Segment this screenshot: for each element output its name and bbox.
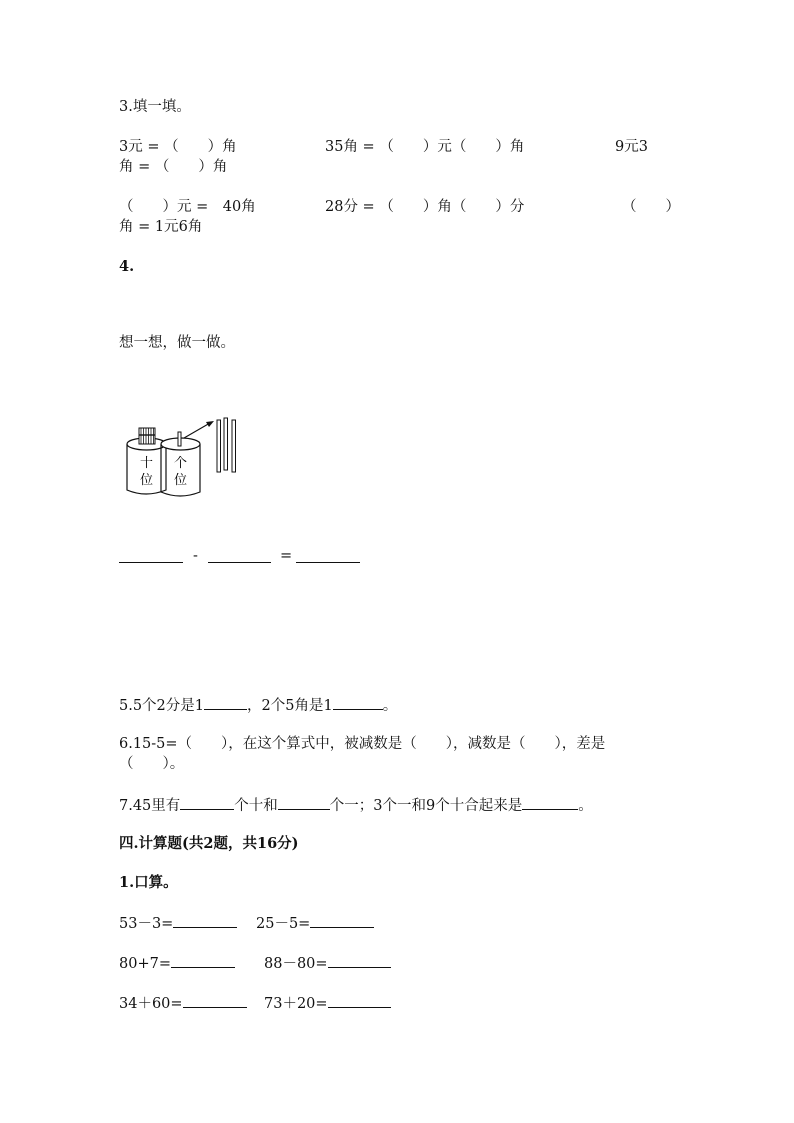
- q3-r1-c: 9元3: [615, 139, 648, 155]
- equation-blank-2[interactable]: [208, 549, 271, 563]
- q3-r2-c: （ ）: [622, 199, 680, 215]
- q7-mid1: 个十和: [234, 798, 278, 814]
- q7-blank-1[interactable]: [180, 795, 234, 810]
- ones-cup-icon: [161, 432, 200, 496]
- q3-r2-cont: 角 = 1元6角: [119, 219, 203, 235]
- q7-mid2: 个一；3个一和9个十合起来是: [329, 798, 523, 814]
- calc-1b: 25－5=: [256, 916, 311, 932]
- q5-pre: 5.5个2分是1: [119, 698, 205, 714]
- calc-3a: 34＋60=: [119, 996, 183, 1012]
- calc-blank[interactable]: [173, 913, 237, 928]
- q5-blank-1[interactable]: [204, 695, 247, 710]
- calc-item: [119, 913, 237, 934]
- q3-r1-cont: 角 = （ ）角: [119, 159, 228, 175]
- calc-item: [256, 913, 374, 934]
- q3-title: 3.填一填。: [119, 99, 191, 115]
- q7-blank-2[interactable]: [278, 795, 330, 810]
- q7-pre: 7.45里有: [119, 798, 181, 814]
- tens-label-2: 位: [139, 473, 154, 488]
- q5-post: 。: [382, 698, 398, 714]
- calc-title: 1.口算。: [119, 874, 178, 891]
- q3-r1-a: 3元 = （ ）角: [119, 139, 237, 155]
- q6-line-2: （ ）。: [119, 756, 185, 772]
- ones-label-1: 个: [173, 456, 188, 471]
- equation-equals: =: [280, 548, 293, 564]
- q7-line: [119, 795, 593, 816]
- q3-r2-b: 28分 = （ ）角（ ）分: [325, 199, 525, 215]
- calc-1a: 53－3=: [119, 916, 174, 932]
- equation-minus: -: [193, 548, 198, 564]
- section4-title: 四.计算题(共2题，共16分): [119, 835, 299, 852]
- q6-line-1: 6.15-5=（ ），在这个算式中，被减数是（ ），减数是（ ），差是: [119, 736, 606, 752]
- calc-item: [119, 993, 247, 1014]
- calc-blank[interactable]: [183, 993, 247, 1008]
- sticks-icon: [217, 418, 236, 472]
- q7-post: 。: [578, 798, 593, 814]
- calc-item: [264, 993, 391, 1014]
- calc-blank[interactable]: [310, 913, 374, 928]
- q5-mid: ，2个5角是1: [247, 698, 333, 714]
- q3-r2-a: （ ）元 = 40角: [119, 199, 256, 215]
- calc-blank[interactable]: [328, 953, 391, 968]
- q4-number: 4.: [119, 258, 135, 275]
- calc-3b: 73＋20=: [264, 996, 328, 1012]
- tens-cup-icon: [127, 428, 166, 494]
- abacus-figure: [124, 410, 254, 500]
- q5-blank-2[interactable]: [333, 695, 383, 710]
- arrow-icon: [184, 421, 214, 438]
- calc-item: [264, 953, 391, 974]
- q7-blank-3[interactable]: [522, 795, 578, 810]
- equation-blank-1[interactable]: [119, 549, 183, 563]
- calc-item: [119, 953, 235, 974]
- ones-label-2: 位: [173, 473, 188, 488]
- q4-prompt: 想一想，做一做。: [119, 335, 235, 351]
- calc-blank[interactable]: [171, 953, 235, 968]
- calc-2b: 88－80=: [264, 956, 328, 972]
- calc-blank[interactable]: [328, 993, 391, 1008]
- calc-2a: 80+7=: [119, 956, 171, 972]
- equation-blank-3[interactable]: [296, 549, 360, 563]
- q3-r1-b: 35角 = （ ）元（ ）角: [325, 139, 525, 155]
- tens-label-1: 十: [139, 456, 154, 471]
- q5-line: [119, 695, 397, 716]
